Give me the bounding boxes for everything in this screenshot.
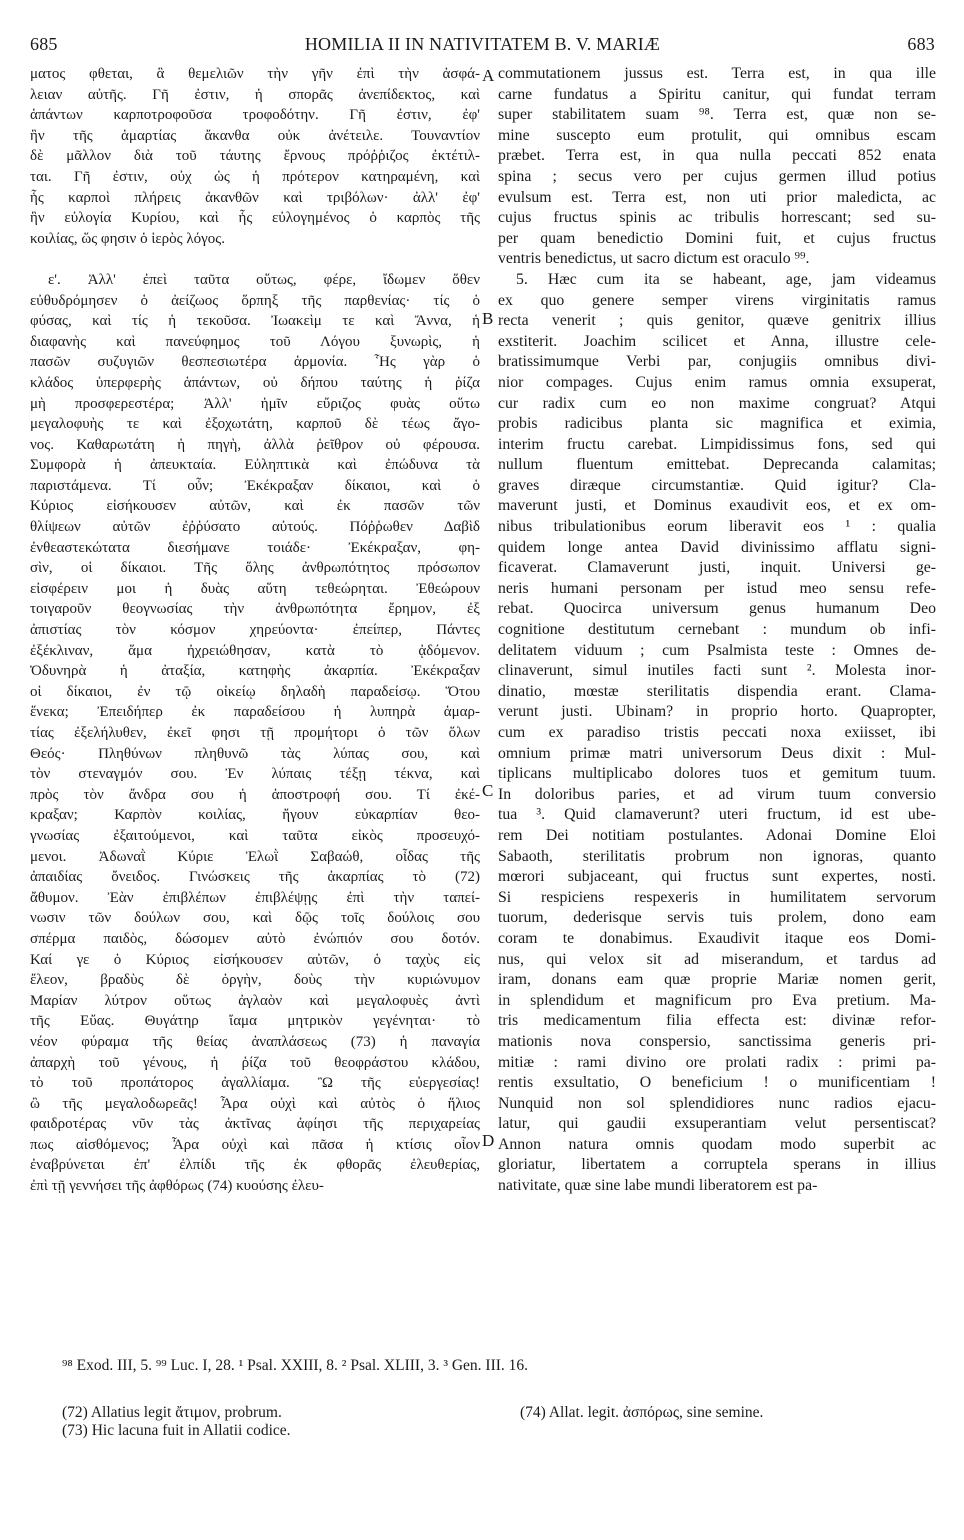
- text-line: tris medicamentum filia effecta est: divinæ refor-: [498, 1012, 936, 1030]
- text-line: nus, qui velox sit ad miserandum, et tardus ad: [498, 950, 936, 968]
- text-line: τίας ἐξελήλυθεν, ἐκεῖ φησι τῇ προμήτορι ὁ τῶν ὅλων: [30, 725, 480, 741]
- text-line: tua ³. Quid clamaverunt? uteri fructum, id est ube-: [498, 806, 936, 824]
- text-line: carne fundatus a Spiritu canitur, qui fundat terram: [498, 85, 936, 103]
- text-line: rentis exsultatio, O beneficium ! o munificentiam !: [498, 1074, 936, 1092]
- text-line: σπέρμα παιδὸς, δώσομεν αὐτὸ ἐνώπιόν σου δοτόν.: [30, 930, 480, 947]
- text-line: Καί γε ὁ Κύριος εἰσήκουσεν αὐτῶν, ὁ ταχὺς εἰς: [30, 951, 480, 968]
- text-line: οἱ δίκαιοι, ἐν τῷ οἰκείῳ δηλαδὴ παραδείσῳ. Ὅτου: [30, 683, 480, 700]
- text-line: ἣν τῆς ἁμαρτίας ἄκανθα οὐκ ἀνέτειλε. Τουναντίον: [30, 127, 480, 144]
- text-line: commutationem jussus est. Terra est, in qua ille: [498, 65, 936, 82]
- text-line: νωσιν τῶν δούλων σου, καὶ δῷς τοῖς δούλοις σου: [30, 910, 480, 927]
- text-line: τοιγαροῦν θεογνωσίας τὴν ἀνθρωπότητα ἔρημον, ἐξ: [30, 601, 480, 618]
- text-line: ται. Γῆ ἐστιν, οὐχ ὡς ἡ πρότερον κατηραμένη, καὶ: [30, 168, 480, 185]
- footnote-references: ⁹⁸ Exod. III, 5. ⁹⁹ Luc. I, 28. ¹ Psal. XXIII, 8. ² Psal. XLIII, 3. ³ Gen. III. 16.: [62, 1357, 529, 1374]
- editor-notes-left: [62, 1404, 291, 1440]
- text-line: 5. Hæc cum ita se habeant, age, jam videamus: [516, 270, 936, 288]
- text-line: cognitione destitutum cernebant : mundum ob infi-: [498, 621, 936, 639]
- text-line: ἔλεον, βραδὺς δὲ ὀργὴν, δοὺς τὴν κυριώνυμον: [30, 972, 480, 989]
- text-line: nibus tribulationibus eorum liberavit eos ¹ : qualia: [498, 518, 936, 536]
- text-line: πως αἰσθόμενος; Ἆρα οὐχὶ καὶ πᾶσα ἡ κτίσις οἷον: [30, 1136, 480, 1153]
- text-line: coram te donabimus. Exaudivit itaque eos Domi-: [498, 929, 936, 947]
- text-line: ventris benedictus, ut sacro dictum est oraculo ⁹⁹.: [498, 250, 810, 268]
- text-line: φαιδροτέρας νῦν τὰς ἀκτῖνας ἀφίησι τῆς περιχαρείας: [30, 1116, 480, 1133]
- text-line: Si respiciens respexeris in humilitatem servorum: [498, 888, 936, 906]
- text-line: mine suscepto eum protulit, qui omnibus escam: [498, 126, 936, 144]
- text-line: εὐθυδρόμησεν ὁ ἀείζωος ὅρπηξ τῆς παρθενίας· τίς ὁ: [30, 292, 480, 309]
- text-line: Μαρίαν λύτρον οὕτως ἀγλαὸν καὶ μεγαλοφυὲς ἀντὶ: [30, 992, 480, 1009]
- text-line: Συμφορὰ ἡ ἀπευκταία. Εὐληπτικὰ καὶ ἐπώδυνα τὰ: [30, 457, 480, 474]
- text-line: rem Dei notitiam postulantes. Adonai Domine Eloi: [498, 826, 936, 844]
- text-line: νος. Καθαρωτάτη ἡ πηγὴ, ἀλλὰ ῥεῖθρον οὐ φέρουσα.: [30, 436, 480, 453]
- margin-letter-d: D: [482, 1131, 495, 1150]
- text-line: ἐξέκλιναν, ἅμα ἠχρειώθησαν, κατὰ τὸ ᾀδόμενον.: [30, 642, 480, 659]
- text-line: in splendidum et magnificum pro Eva pretium. Ma-: [498, 991, 936, 1009]
- text-line: Nunquid non sol splendidiores nunc radios ejacu-: [498, 1094, 936, 1112]
- text-line: mationis nova conspersio, sanctissima generis pri-: [498, 1032, 936, 1050]
- text-line: probis radicibus planta sic magnifica et eximia,: [498, 415, 936, 433]
- text-line: μεγαλοφυὴς τε καὶ ἐξοχωτάτη, καρποῦ δὲ τέως ἄγο-: [30, 416, 480, 433]
- text-line: mœrori subjaceant, qui fructus sunt expertes, nosti.: [498, 868, 936, 886]
- text-line: clinaverunt, simul inutiles facti sunt ². Molesta inor-: [498, 662, 936, 680]
- text-line: τῆς Εὔας. Θυγάτηρ ἴαμα μητρικὸν γεγένηται· τὸ: [30, 1013, 480, 1030]
- text-line: ἧς καρποὶ πλήρεις ἀκανθῶν καὶ τριβόλων· ἀλλ' ἐφ': [30, 189, 480, 206]
- text-line: κλάδος ὑπερφερὴς ἁπάντων, οὐ δήπου ταύτης ἡ ῥίζα: [30, 374, 480, 391]
- page-number-left: 685: [30, 34, 58, 54]
- text-line: τὸ τοῦ προπάτορος ἀγαλλίαμα. Ὢ τῆς εὐεργεσίας!: [30, 1075, 480, 1092]
- text-line: δὲ μᾶλλον διὰ τοῦ τάυτης ἔρνους πρόῤῥιζος ἐκτέτιλ-: [30, 148, 480, 165]
- text-line: cujus fructus spinis ac tribulis horrescant; sed su-: [498, 209, 936, 227]
- text-line: ex quo genere semper virens virginitatis ramus: [498, 291, 936, 309]
- text-line: ε'. Ἀλλ' ἐπεὶ ταῦτα οὕτως, φέρε, ἴδωμεν ὅθεν: [48, 271, 480, 288]
- text-line: ἐναβρύνεται ἐπ' ἐλπίδι τῆς ἐκ φθορᾶς ἐλευθερίας,: [30, 1157, 480, 1174]
- text-line: mitiæ : rami divino ore prolati radix : primi pa-: [498, 1053, 936, 1071]
- text-line: nior compages. Cujus enim ramus omnia exsuperat,: [498, 373, 936, 391]
- text-line: tiplicans multiplicabo dolores tuos et gemitum tuum.: [498, 765, 936, 783]
- text-line: interim fructu carebat. Limpidissimus fons, sed qui: [498, 435, 936, 453]
- margin-letter-c: C: [482, 781, 494, 800]
- text-line: spina ; secus vero per cujus germen illud potius: [498, 167, 936, 185]
- text-line: ὢ τῆς μεγαλοδωρεᾶς! Ἆρα οὐχὶ καὶ αὐτὸς ὁ ἥλιος: [30, 1095, 480, 1112]
- text-line: Sabaoth, sterilitatis probrum non ignoras, quanto: [498, 847, 936, 865]
- text-line: ἐνθεαστεκώτατα διεσήμανε τοιάδε· Ἐκέκραξαν, φη-: [30, 539, 480, 556]
- text-line: iram, donans eam quæ proprie Mariæ nomen gerit,: [498, 971, 936, 989]
- text-line: μενοι. Ἀδωναῒ Κύριε Ἐλωῒ Σαβαώθ, οἶδας τῆς: [30, 848, 480, 865]
- greek-column: [30, 64, 480, 1197]
- page-header: [30, 34, 935, 58]
- text-line: quidem longe antea David divinissimo afflatu signi-: [498, 538, 936, 556]
- text-line: μὴ προσφερεστέρα; Ἀλλ' ἡμῖν εὔριζος φυὰς οὕτω: [30, 395, 480, 412]
- text-line: ἀπαρχὴ τοῦ γένους, ἡ ῥίζα τοῦ θεοφράστου κλάδου,: [30, 1054, 480, 1071]
- text-line: εἰσφέρειν μοι ἡ δυὰς αὕτη τεθεώρηται. Ἐθεώρουν: [30, 580, 480, 597]
- text-line: dinatio, mœstæ sterilitatis dispendia erant. Clama-: [498, 682, 936, 700]
- text-line: διαφανὴς καὶ πανεύφημος τοῦ Λόγου ξυνωρὶς, ἡ: [30, 333, 480, 350]
- text-line: verunt justi. Ubinam? in proprio horto. Quapropter,: [498, 703, 936, 721]
- text-line: ἀπαιδίας ὄνειδος. Γινώσκεις τῆς ἀκαρπίας τὸ (72): [30, 869, 480, 886]
- text-line: rebat. Quocirca universum genus humanum Deo: [498, 600, 936, 618]
- text-line: γνωσίας ἐξαιτούμενοι, καὶ ταῦτα εἰκὸς προσευχό-: [30, 827, 480, 844]
- text-line: τὸν στεναγμόν σου. Ἐν λύπαις τέξῃ τέκνα, καὶ: [30, 766, 480, 783]
- text-line: Κύριος εἰσήκουσεν αὐτῶν, καὶ ἐκ πασῶν τῶν: [30, 498, 480, 515]
- text-line: κραξαν; Καρπὸν κοιλίας, ἤγουν εὐκαρπίαν θεο-: [30, 807, 480, 824]
- text-line: ἐπὶ τῇ γεννήσει τῆς ἀφθόρως (74) κυούσης ἐλευ-: [30, 1178, 324, 1195]
- text-line: super stabilitatem suam ⁹⁸. Terra est, quæ non se-: [498, 106, 936, 124]
- text-line: recta venerit ; quis genitor, quæve genitrix illius: [498, 312, 936, 330]
- text-line: delitatem viduum ; cum Psalmista teste : Omnes de-: [498, 641, 936, 659]
- paragraph-gap: [30, 249, 480, 270]
- text-line: cum ex paradiso tristis peccati noxa exiisset, ibi: [498, 724, 936, 741]
- text-line: latur, qui gaudii exsuperantiam velut persentiscat?: [498, 1115, 936, 1133]
- text-line: ἁπάντων καρποτροφοῦσα τροφοδότην. Γῆ ἐστιν, ἐφ': [30, 107, 480, 124]
- text-line: κοιλίας, ὥς φησιν ὁ ἱερὸς λόγος.: [30, 230, 225, 247]
- latin-column: [498, 64, 936, 1197]
- text-line: evulsum est. Terra est, non uti prior maledicta, ac: [498, 188, 936, 206]
- text-line: gloriatur, libertatem a corruptela sperans in illius: [498, 1156, 936, 1174]
- text-line: omnium primæ matri universorum Deus dixit : Mul-: [498, 744, 936, 762]
- text-line: θλίψεων αὐτῶν ἐῤῥύσατο αὐτούς. Πόῤῥωθεν Δαβὶδ: [30, 519, 480, 536]
- note-74: (74) Allat. legit. ἀσπόρως, sine semine.: [520, 1404, 764, 1421]
- text-line: πρὸς τὸν ἄνδρα σου ἡ ἀποστροφή σου. Τί ἐκέ-: [30, 786, 480, 803]
- margin-letter-b: B: [482, 309, 494, 328]
- text-line: Ὀδυνηρὰ ἡ ἀταξία, κατηφὴς ἀκαρπία. Ἐκέκραξαν: [30, 663, 480, 680]
- text-line: Annon natura omnis quodam modo superbit ac: [498, 1135, 936, 1153]
- margin-letter-a: A: [482, 66, 495, 85]
- text-line: graves diræque circumstantiæ. Quid igitur? Cla-: [498, 476, 936, 494]
- text-line: nativitate, quæ sine labe mundi liberatorem est pa-: [498, 1177, 818, 1195]
- text-line: φύσας, καὶ τίς ἡ τεκοῦσα. Ἰωακεὶμ τε καὶ Ἄννα, ἡ: [30, 313, 480, 330]
- text-line: neris humani personam per istud meo sensu refe-: [498, 579, 936, 597]
- text-line: In doloribus paries, et ad virum tuum conversio: [498, 785, 936, 803]
- text-line: ματος φθεται, ἃ θεμελιῶν τὴν γῆν ἐπὶ τὴν ἀσφά-: [30, 66, 480, 82]
- note-73: (73) Hic lacuna fuit in Allatii codice.: [62, 1422, 291, 1439]
- text-line: præbet. Terra est, in qua nulla peccati 852 enata: [498, 147, 936, 165]
- text-line: ἕνεκα; Ἐπειδήπερ ἐκ παραδείσου ἡ λυπηρὰ ἁμαρ-: [30, 704, 480, 721]
- text-line: σὶν, οἱ δίκαιοι. Τῆς ὅλης ἀνθρωπότητος πρόσωπον: [30, 560, 480, 577]
- text-line: bratissimumque Verbi par, conjugiis omnibus divi-: [498, 353, 936, 371]
- page-number-right: 683: [907, 34, 935, 54]
- running-title: HOMILIA II IN NATIVITATEM B. V. MARIÆ: [304, 34, 661, 54]
- text-line: nullum fluentum emittebat. Deprecanda calamitas;: [498, 456, 936, 474]
- text-line: per quam benedictio Domini fuit, et cujus fructus: [498, 229, 936, 247]
- text-line: ἀπιστίας τὸν κόσμον χηρεύοντα· ἐπείπερ, Πάντες: [30, 622, 480, 639]
- text-line: cur radix cum eo non maxime congruat? Atqui: [498, 394, 936, 412]
- text-line: λειαν αὐτῆς. Γῆ ἐστιν, ἡ σπορᾶς ἀνεπίδεκτος, καὶ: [30, 86, 480, 103]
- text-line: ἣν εὐλογία Κυρίου, καὶ ἧς εὐλογημένος ὁ καρπὸς τῆς: [30, 210, 480, 227]
- text-line: πασῶν συζυγιῶν θεσπεσιωτέρα ἁρμονία. Ἧς γὰρ ὁ: [30, 354, 480, 371]
- text-line: ficaverat. Clamaverunt justi, inquit. Universi ge-: [498, 559, 936, 577]
- text-line: tuorum, dederisque servis tuis prolem, dono eam: [498, 909, 936, 927]
- text-line: Θεός· Πληθύνων πληθυνῶ τὰς λύπας σου, καὶ: [30, 745, 480, 762]
- text-line: ἄθυμον. Ἐὰν ἐπιβλέπων ἐπιβλέψῃς ἐπὶ τὴν ταπεί-: [30, 889, 480, 906]
- text-line: παριστάμενα. Τί οὖν; Ἐκέκραξαν δίκαιοι, καὶ ὁ: [30, 477, 480, 494]
- text-line: maverunt justi, et Dominus exaudivit eos, et ex om-: [498, 497, 936, 515]
- text-line: νέον φύραμα τῆς θείας ἀναπλάσεως (73) ἡ παναγία: [30, 1033, 480, 1050]
- note-72: (72) Allatius legit ἄτιμον, probrum.: [62, 1404, 282, 1421]
- text-line: exstiterit. Joachim scilicet et Anna, illustre cele-: [498, 332, 936, 350]
